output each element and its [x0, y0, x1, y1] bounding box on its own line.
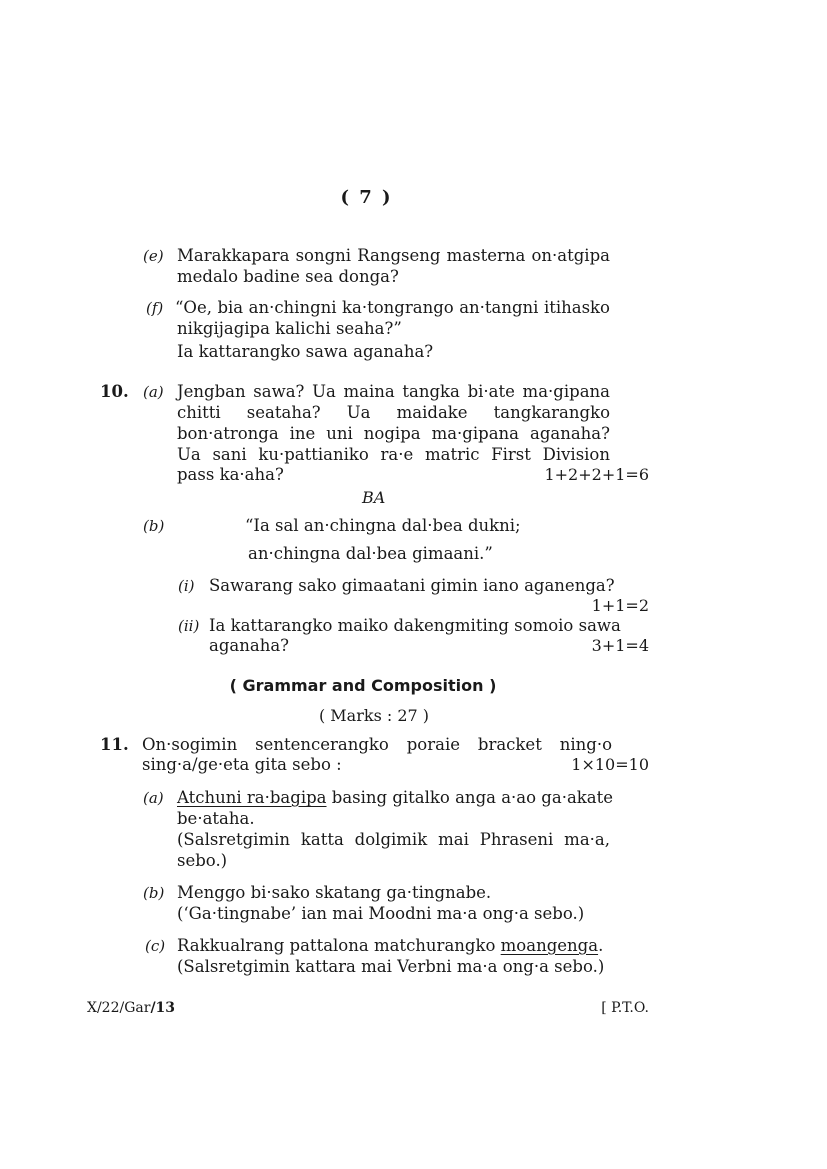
q9e-label: (e) [143, 247, 164, 265]
q11a-rest: basing gitalko anga a·ao ga·akate [326, 788, 614, 807]
q11a-line-2: be·ataha. [177, 809, 255, 828]
q10b-i-text: Sawarang sako gimaatani gimin iano aganenga? [209, 576, 615, 595]
q10a-line-3: bon·atronga ine uni nogipa ma·gipana aganaha? [177, 424, 610, 443]
q10b-ii-marks: 3+1=4 [591, 636, 649, 655]
q11c-line-1 [177, 936, 603, 956]
pto-marker: [ P.T.O. [601, 1000, 649, 1016]
q11a-line-1 [177, 788, 613, 808]
q11c-underlined: moangenga [500, 936, 599, 955]
q9f-line-2: nikgijagipa kalichi seaha?” [177, 319, 402, 338]
q10a-line-2: chitti seataha? Ua maidake tangkarangko [177, 403, 610, 422]
q11c-suffix: . [598, 936, 604, 955]
q11b-label: (b) [143, 884, 165, 902]
q11a-underlined: Atchuni ra·bagipa [177, 788, 327, 807]
section-title: ( Grammar and Composition ) [229, 676, 497, 695]
q9f-line-1: “Oe, bia an·chingni ka·tongrango an·tangni itihasko [175, 298, 610, 317]
q11b-line-1: Menggo bi·sako skatang ga·tingnabe. [177, 883, 492, 902]
q10b-ii-line-1: Ia kattarangko maiko dakengmiting somoio sawa [209, 616, 621, 635]
q10b-ii-label: (ii) [178, 617, 200, 635]
q11c-line-2: (Salsretgimin kattara mai Verbni ma·a ong·a sebo.) [177, 957, 605, 976]
q10a-marks: 1+2+2+1=6 [544, 465, 649, 484]
q11a-line-4: sebo.) [177, 851, 228, 870]
q11a-label: (a) [143, 789, 164, 807]
q9e-line-2: medalo badine sea donga? [177, 267, 399, 286]
q10a-line-5: pass ka·aha? [177, 465, 284, 484]
paper-code-text: X/22/Gar [87, 1000, 151, 1016]
q11-line-2: sing·a/ge·eta gita sebo : [142, 755, 342, 774]
q10b-quote-2: an·chingna dal·bea gimaani.” [248, 544, 493, 563]
page-number: ( 7 ) [340, 187, 393, 208]
q9f-line-3: Ia kattarangko sawa aganaha? [177, 342, 434, 361]
q10b-ii-line-2: aganaha? [209, 636, 290, 655]
q10-number: 10. [100, 382, 129, 401]
q10b-i-marks: 1+1=2 [591, 596, 649, 615]
q10b-i-label: (i) [178, 577, 195, 595]
q10a-line-4: Ua sani ku·pattianiko ra·e matric First Division [177, 445, 610, 464]
q11c-prefix: Rakkualrang pattalona matchurangko [177, 936, 501, 955]
q11c-label: (c) [145, 937, 166, 955]
q10b-label: (b) [143, 517, 165, 535]
q11-marks: 1×10=10 [571, 755, 649, 774]
q10a-line-1: Jengban sawa? Ua maina tangka bi·ate ma·gipana [177, 382, 610, 401]
q11-line-1: On·sogimin sentencerangko poraie bracket ning·o [142, 735, 612, 754]
q11-number: 11. [100, 735, 129, 754]
paper-code [87, 1000, 175, 1016]
section-marks: ( Marks : 27 ) [318, 706, 430, 725]
or-separator: BA [362, 488, 386, 507]
q11b-line-2: (‘Ga·tingnabe’ ian mai Moodni ma·a ong·a sebo.) [177, 904, 585, 923]
q10b-quote-1: “Ia sal an·chingna dal·bea dukni; [245, 516, 521, 535]
q9e-line-1: Marakkapara songni Rangseng masterna on·atgipa [177, 246, 610, 265]
q11a-line-3: (Salsretgimin katta dolgimik mai Phraseni ma·a, [177, 830, 610, 849]
q9f-label: (f) [146, 299, 164, 317]
q10a-label: (a) [143, 383, 164, 401]
paper-code-bold: /13 [150, 1000, 176, 1016]
